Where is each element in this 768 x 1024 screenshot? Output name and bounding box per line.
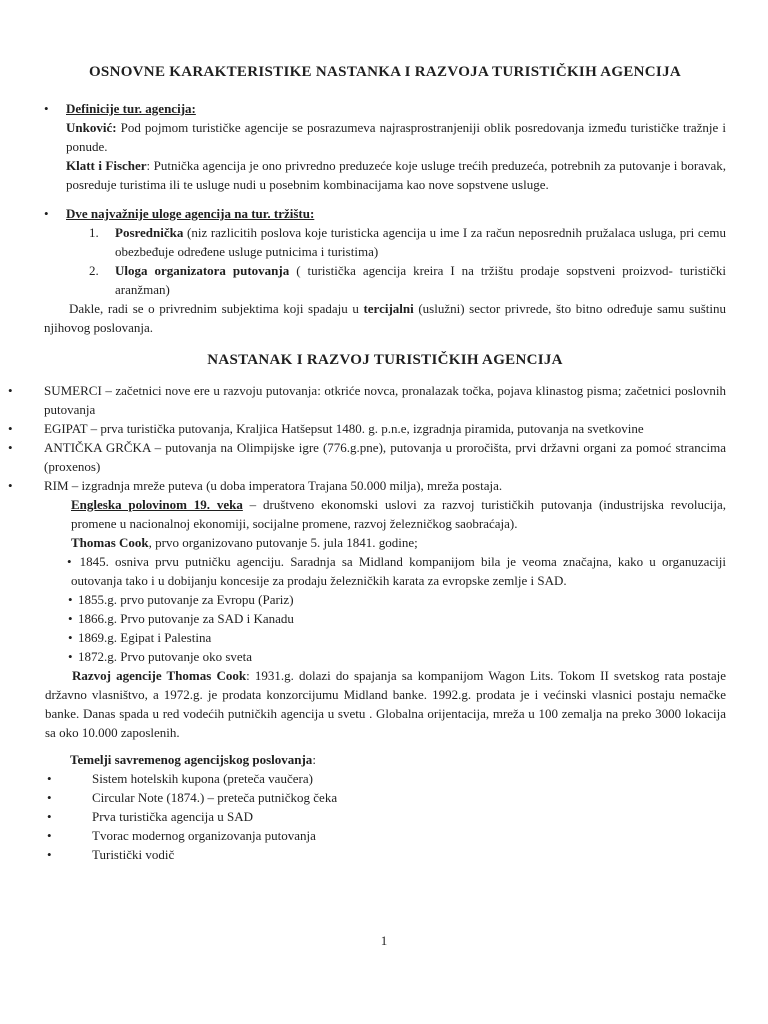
history-section: [8, 381, 727, 742]
cook-1845-text: 1845. osniva prvu putničku agenciju. Saradnja sa Midland kompanijom bila je veoma značajna, kako u organuzaciji outovanja tako i u dobijanju koncesije za prodaju železničkih karata za evropske zemlje i SAD.: [71, 554, 726, 588]
foundation-item-vodic: [47, 845, 726, 864]
section2-title: NASTANAK I RAZVOJ TURISTIČKIH AGENCIJA: [207, 352, 563, 368]
foundation-item-tvorac: [47, 826, 726, 845]
england-paragraph: [71, 495, 726, 533]
milestone-1855-text: 1855.g. prvo putovanje za Evropu (Pariz): [78, 592, 294, 607]
role-item-2: [89, 261, 726, 299]
roles-conclusion-term: tercijalni: [363, 301, 414, 316]
foundation-item-circular-note-text: Circular Note (1874.) – preteča putničkog čeka: [92, 790, 338, 805]
milestone-1869-text: 1869.g. Egipat i Palestina: [78, 630, 212, 645]
document-title: OSNOVNE KARAKTERISTIKE NASTANKA I RAZVOJA TURISTIČKIH AGENCIJA: [88, 64, 682, 80]
definitions-heading: Definicije tur. agencija:: [66, 101, 196, 116]
bullet-icon: •: [68, 649, 73, 664]
bullet-icon: •: [8, 383, 13, 398]
milestone-1866: [68, 609, 726, 628]
foundation-item-kuponi-text: Sistem hotelskih kupona (preteča vaučera): [92, 771, 313, 786]
thomas-cook-name: Thomas Cook: [71, 535, 149, 550]
thomas-cook-line: [71, 533, 726, 552]
role-item-1-title: Posrednička: [115, 225, 184, 240]
history-item-egipat-text: EGIPAT – prva turistička putovanja, Kraljica Hatšepsut 1480. g. p.n.e, izgradnja piramida, putovanja na svetkovine: [44, 421, 644, 436]
foundation-item-vodic-text: Turistički vodič: [92, 847, 175, 862]
history-item-grcka-text: ANTIČKA GRČKA – putovanja na Olimpijske igre (776.g.pne), putovanja u proročišta, prvi državni organi za pomoć strancima (proxenos): [44, 440, 726, 474]
milestone-1866-text: 1866.g. Prvo putovanje za SAD i Kanadu: [78, 611, 294, 626]
development-text: : 1931.g. dolazi do spajanja sa kompanijom Wagon Lits. Tokom II svetskog rata postaje državno vlasništvo, a 1972.g. je prodata konzorcijumu Midland banke. 1992.g. prodata je i većinski vlasnici postaju nemačke banke. Danas spada u red vodećih putničkih agencija u svetu . Globalna orijentacija, mreža u 100 zemalja na preko 3000 lokacija sa oko 10.000 zaposlenih.: [45, 668, 727, 740]
definition-unkovic-author: Unković:: [66, 120, 117, 135]
bullet-icon: •: [8, 421, 13, 436]
definition-klatt: [66, 156, 726, 194]
role-item-1-number: 1.: [89, 225, 99, 240]
bullet-icon: •: [44, 206, 49, 221]
england-lead: Engleska polovinom 19. veka: [71, 497, 243, 512]
thomas-cook-text: , prvo organizovano putovanje 5. jula 1841. godine;: [148, 535, 418, 550]
development-paragraph: [45, 666, 726, 742]
bullet-icon: •: [44, 101, 49, 116]
bullet-icon: •: [47, 847, 52, 862]
page-number: 1: [380, 933, 388, 948]
role-item-2-text: ( turistička agencija kreira I na tržištu prodaje sopstveni proizvod- turistički aranžman): [115, 263, 726, 297]
role-item-2-title: Uloga organizatora putovanja: [115, 263, 290, 278]
history-item-sumerci-text: SUMERCI – začetnici nove ere u razvoju putovanja: otkriće novca, pronalazak točka, pojava klinastog pisma; začetnici poslovnih putovanja: [44, 383, 726, 417]
roles-section: [44, 204, 726, 337]
development-lead: Razvoj agencije Thomas Cook: [72, 668, 247, 683]
bullet-icon: •: [68, 630, 73, 645]
bullet-icon: •: [8, 478, 13, 493]
bullet-icon: •: [47, 790, 52, 805]
foundation-item-circular-note: [47, 788, 726, 807]
foundation-item-prva-agencija: [47, 807, 726, 826]
roles-conclusion: [44, 299, 726, 337]
england-text: – društveno ekonomski uslovi za razvoj turističkih putovanja (industrijska revolucija, promene u nacionalnoj ekonomiji, socijalne promene, razvoj železničkog saobraćaja).: [71, 497, 726, 531]
definition-klatt-author: Klatt i Fischer: [66, 158, 147, 173]
bullet-icon: •: [47, 828, 52, 843]
history-item-rim: [8, 476, 726, 495]
definitions-section: [44, 99, 726, 194]
bullet-icon: •: [47, 771, 52, 786]
foundations-heading-row: [70, 750, 726, 769]
role-item-2-number: 2.: [89, 263, 99, 278]
history-item-sumerci: [8, 381, 726, 419]
roles-conclusion-pre: Dakle, radi se o privrednim subjektima koji spadaju u: [69, 301, 364, 316]
foundations-heading-colon: :: [312, 752, 316, 767]
milestone-1869: [68, 628, 726, 647]
cook-1845-paragraph: [67, 552, 726, 590]
definitions-heading-row: [44, 99, 726, 118]
foundations-section: [44, 750, 726, 864]
foundation-item-tvorac-text: Tvorac modernog organizovanja putovanja: [92, 828, 316, 843]
history-item-rim-text: RIM – izgradnja mreže puteva (u doba imperatora Trajana 50.000 milja), mreža postaja.: [44, 478, 503, 493]
role-item-1-text: (niz razlicitih poslova koje turisticka agencija u ime I za račun neposrednih pružalaca usluga, pri cemu obezbeđuje određene usluge putnicima i turistima): [115, 225, 726, 259]
definition-unkovic-text: Pod pojmom turističke agencije se posrazumeva najrasprostranjeniji oblik posredovanja između turističke tražnje i ponude.: [66, 120, 726, 154]
definition-unkovic: [66, 118, 726, 156]
roles-heading-row: [44, 204, 726, 223]
history-item-egipat: [8, 419, 726, 438]
foundation-item-prva-agencija-text: Prva turistička agencija u SAD: [92, 809, 254, 824]
history-item-grcka: [8, 438, 726, 476]
bullet-icon: •: [8, 440, 13, 455]
bullet-icon: •: [67, 554, 72, 569]
role-item-1: [89, 223, 726, 261]
bullet-icon: •: [47, 809, 52, 824]
definition-klatt-text: : Putnička agencija je ono privredno preduzeće koje usluge trećih preduzeća, potrebnih za putovanje i boravak, posreduje turistima ili te usluge nudi u posebnim kombinacijama kao nove sopstvene usluge.: [66, 158, 726, 192]
milestone-1872: [68, 647, 726, 666]
foundations-heading: Temelji savremenog agencijskog poslovanja: [70, 752, 313, 767]
bullet-icon: •: [68, 611, 73, 626]
milestone-1872-text: 1872.g. Prvo putovanje oko sveta: [78, 649, 253, 664]
roles-heading: Dve najvažnije uloge agencija na tur. tržištu:: [66, 206, 315, 221]
foundation-item-kuponi: [47, 769, 726, 788]
roles-conclusion-post: (uslužni) sector privrede, što bitno određuje samu suštinu njihovog poslovanja.: [44, 301, 726, 335]
milestone-1855: [68, 590, 726, 609]
bullet-icon: •: [68, 592, 73, 607]
